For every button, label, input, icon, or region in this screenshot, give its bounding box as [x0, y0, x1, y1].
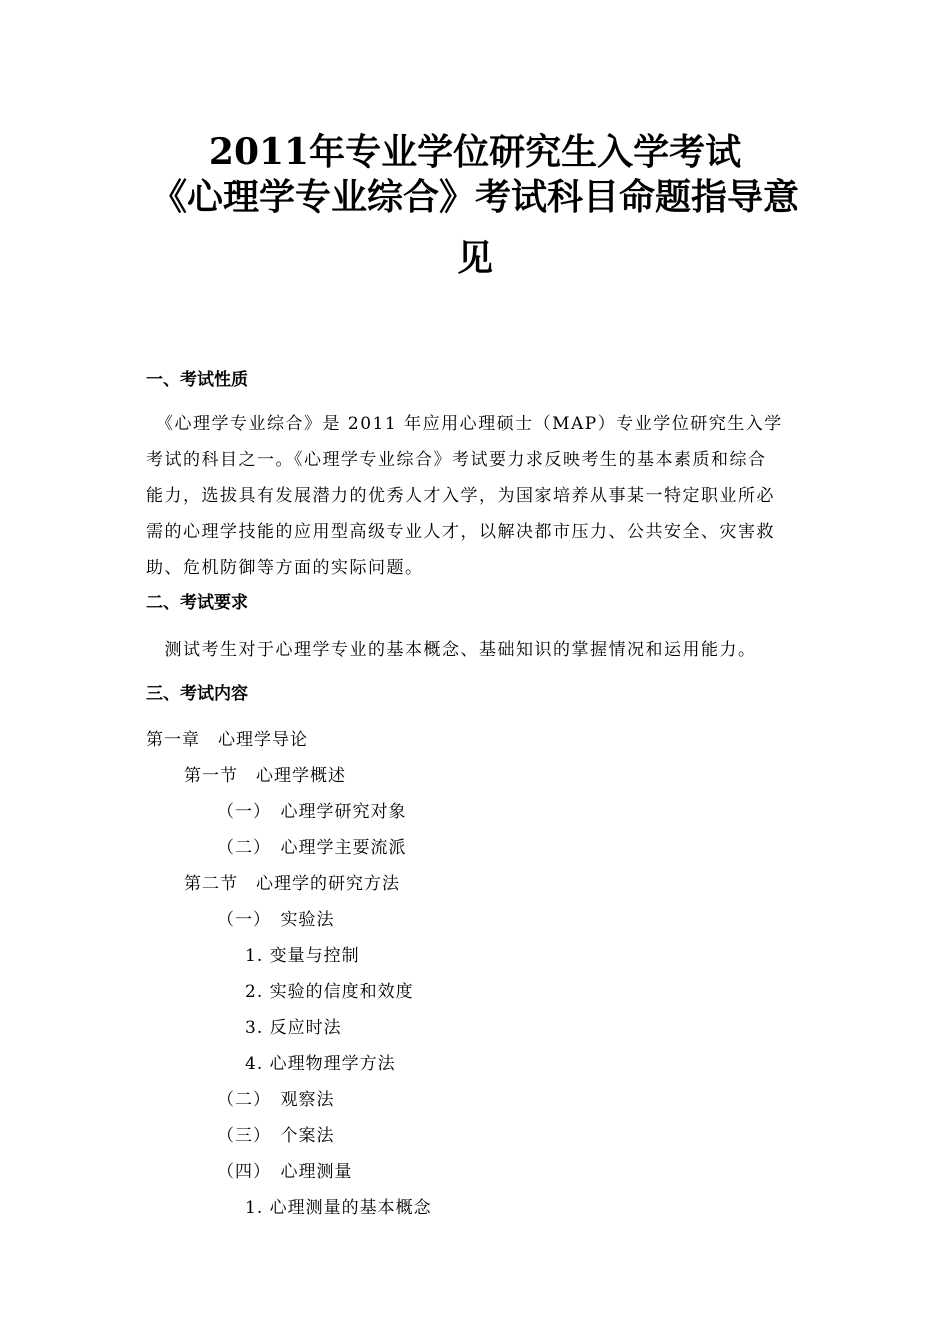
paragraph-line: 能力，选拔具有发展潜力的优秀人才入学，为国家培养从事某一特定职业所必 — [146, 486, 775, 506]
section-heading-content: 三、考试内容 — [146, 684, 248, 704]
document-title-line2: 《心理学专业综合》考试科目命题指导意 — [150, 176, 799, 218]
outline-item-level3: （三） 个案法 — [217, 1126, 335, 1146]
outline-item-level4: 2. 实验的信度和效度 — [245, 982, 414, 1002]
outline-item-level4: 4. 心理物理学方法 — [245, 1054, 396, 1074]
outline-item-level2: 第一节 心理学概述 — [184, 766, 346, 786]
section-paragraph-requirements — [146, 632, 806, 668]
section-heading-requirements: 二、考试要求 — [146, 593, 248, 613]
outline-item-level1: 第一章 心理学导论 — [146, 730, 308, 750]
paragraph-line: 助、危机防御等方面的实际问题。 — [146, 558, 424, 578]
document-title-line1: 2011年专业学位研究生入学考试 — [208, 131, 742, 173]
paragraph-line: 《心理学专业综合》是 2011 年应用心理硕士（MAP）专业学位研究生入学 — [146, 414, 783, 434]
outline-item-level2: 第二节 心理学的研究方法 — [184, 874, 400, 894]
content-outline — [0, 722, 950, 1226]
outline-item-level3: （四） 心理测量 — [217, 1162, 353, 1182]
outline-item-level4: 3. 反应时法 — [245, 1018, 342, 1038]
document-title-line3: 见 — [456, 237, 493, 279]
outline-item-level3: （一） 心理学研究对象 — [217, 802, 407, 822]
section-paragraph-nature — [146, 406, 806, 586]
outline-item-level4: 1. 变量与控制 — [245, 946, 360, 966]
paragraph-line: 考试的科目之一。《心理学专业综合》考试要力求反映考生的基本素质和综合 — [146, 450, 767, 470]
paragraph-line: 需的心理学技能的应用型高级专业人才，以解决都市压力、公共安全、灾害救 — [146, 522, 775, 542]
paragraph-line: 测试考生对于心理学专业的基本概念、基础知识的掌握情况和运用能力。 — [146, 640, 757, 660]
section-heading-nature: 一、考试性质 — [146, 370, 248, 390]
outline-item-level3: （一） 实验法 — [217, 910, 335, 930]
outline-item-level3: （二） 观察法 — [217, 1090, 335, 1110]
outline-item-level4: 1. 心理测量的基本概念 — [245, 1198, 432, 1218]
outline-item-level3: （二） 心理学主要流派 — [217, 838, 407, 858]
